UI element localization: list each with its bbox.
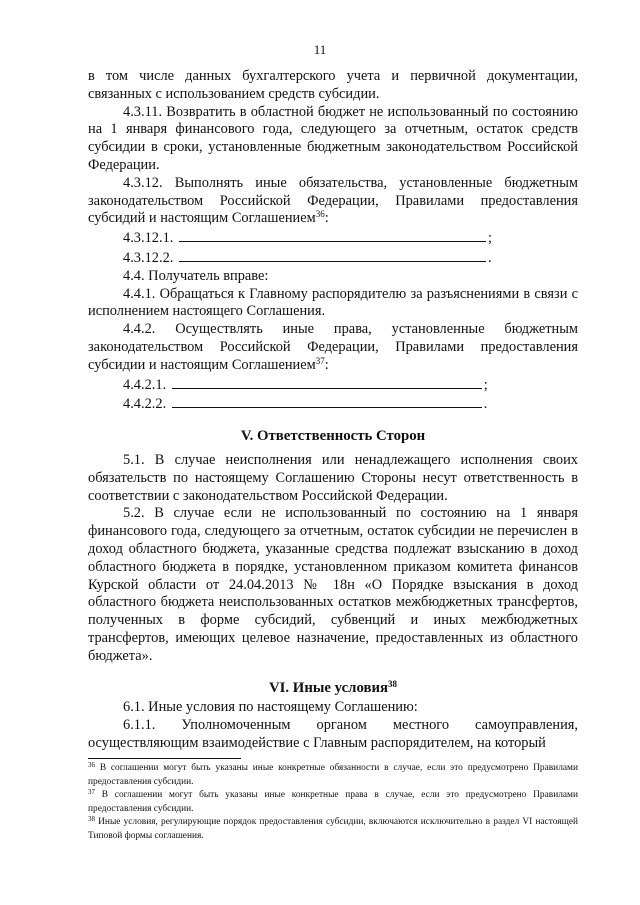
section-6-heading	[88, 680, 578, 698]
clause-6-1-1: 6.1.1. Уполномоченным органом местного самоуправления, осуществляющим взаимодействие с Главным распорядителем, на который	[88, 717, 578, 751]
footnotes	[88, 762, 578, 844]
item-label: 4.3.12.2.	[123, 249, 174, 266]
footnote-number: 37	[88, 788, 95, 797]
footnote-36	[88, 762, 578, 789]
clause-4-4-2	[88, 321, 578, 374]
fill-in-blank	[179, 248, 486, 262]
footnote-number: 38	[88, 815, 95, 824]
footnote-text: В соглашении могут быть указаны иные конкретные обязанности в случае, если это предусмотрено Правилами предоставления субсидии.	[88, 763, 578, 787]
clause-5-2: 5.2. В случае если не использованный по состоянию на 1 января финансового года, следующего за отчетным, остаток субсидии не перечислен в доход областного бюджета, указанные средства подлежат взысканию в доход областного бюджета в порядке, установленном приказом комитета финансов Курской области от 24.04.2013 № 18н «О Порядке взыскания в доход областного бюджета неиспользованных остатков межбюджетных трансфертов, полученных в форме субсидий, субвенций и иных межбюджетных трансфертов, имеющих целевое назначение, предоставленных из областного бюджета».	[88, 505, 578, 664]
footnote-ref-36: 36	[315, 209, 325, 220]
footnote-ref-37: 37	[315, 355, 325, 366]
clause-4-4: 4.4. Получатель вправе:	[123, 267, 269, 284]
colon: :	[324, 210, 329, 227]
clause-4-3-12-text: 4.3.12. Выполнять иные обязательства, установленные бюджетным законодательством Российской Федерации, Правилами предоставления субсидий и настоящим Соглашением	[88, 174, 578, 227]
item-4-3-12-1	[88, 228, 578, 248]
section-5-heading: V. Ответственность Сторон	[240, 428, 426, 445]
clause-6-1: 6.1. Иные условия по настоящему Соглашению:	[123, 699, 418, 716]
footnote-text: Иные условия, регулирующие порядок предоставления субсидии, включаются исключительно в раздел VI настоящей Типовой формы соглашения.	[88, 817, 578, 841]
item-end: ;	[483, 376, 488, 393]
fill-in-blank	[179, 228, 486, 242]
section-6-title: VI. Иные условия	[268, 679, 389, 696]
fill-in-blank	[172, 394, 482, 408]
paragraph-continuation: в том числе данных бухгалтерского учета и первичной документации, связанных с использованием средств субсидии.	[88, 68, 578, 102]
item-end: ;	[487, 230, 492, 247]
item-4-4-2-1	[88, 375, 578, 395]
colon: :	[324, 356, 329, 373]
item-end: .	[487, 249, 492, 266]
item-label: 4.4.2.1.	[123, 376, 167, 393]
fill-in-blank	[172, 375, 482, 389]
footnote-37	[88, 789, 578, 816]
item-label: 4.4.2.2.	[123, 396, 167, 413]
footnote-divider	[88, 758, 241, 759]
clause-4-4-1: 4.4.1. Обращаться к Главному распорядителю за разъяснениями в связи с исполнением настоящего Соглашения.	[88, 285, 578, 320]
item-4-3-12-2	[88, 248, 578, 268]
clause-5-1: 5.1. В случае неисполнения или ненадлежащего исполнения своих обязательств по настоящему Соглашению Стороны несут ответственность в соответствии с законодательством Российской Федерации.	[88, 451, 578, 504]
page-number: 11	[313, 42, 327, 57]
item-label: 4.3.12.1.	[123, 230, 174, 247]
item-end: .	[483, 396, 488, 413]
clause-4-3-11: 4.3.11. Возвратить в областной бюджет не использованный по состоянию на 1 января финансового года, следующего за отчетным, остаток средств субсидии в сроки, установленные бюджетным законодательством Российской Федерации.	[88, 103, 578, 173]
footnote-text: В соглашении могут быть указаны иные конкретные права в случае, если это предусмотрено Правилами предоставления субсидии.	[88, 790, 578, 814]
clause-4-4-2-text: 4.4.2. Осуществлять иные права, установленные бюджетным законодательством Российской Федерации, Правилами предоставления субсидии и настоящим Соглашением	[88, 321, 578, 373]
clause-4-3-12	[88, 175, 578, 228]
footnote-38	[88, 816, 578, 843]
document-body	[88, 68, 578, 753]
item-4-4-2-2	[88, 394, 578, 414]
footnote-ref-38: 38	[388, 678, 398, 689]
footnote-number: 36	[88, 761, 95, 769]
